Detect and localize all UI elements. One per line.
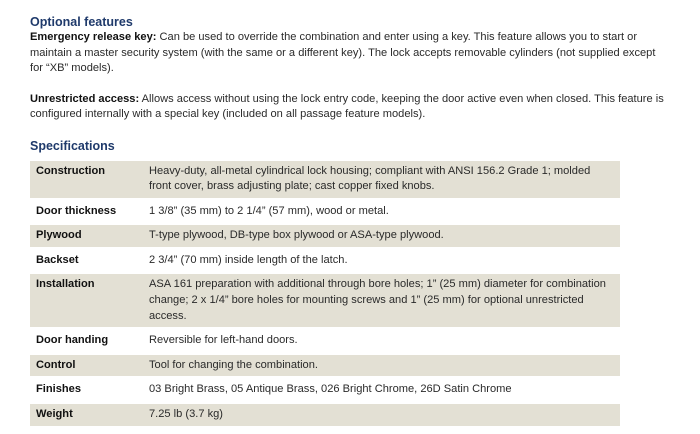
spec-row-door-handing <box>30 330 620 352</box>
spec-row-finishes <box>30 379 620 401</box>
spec-value: 03 Bright Brass, 05 Antique Brass, 026 Bright Chrome, 26D Satin Chrome <box>149 383 512 396</box>
spec-value: T-type plywood, DB-type box plywood or ASA-type plywood. <box>143 225 620 247</box>
spec-label: Finishes <box>36 383 82 396</box>
spec-value: 7.25 lb (3.7 kg) <box>143 404 620 426</box>
spec-value: Tool for changing the combination. <box>143 355 620 377</box>
unrestricted-access-label: Unrestricted access: <box>30 92 140 105</box>
spec-row-installation <box>30 274 620 327</box>
spec-label: Control <box>30 355 143 377</box>
spec-value: ASA 161 preparation with additional through bore holes; 1” (25 mm) diameter for combination change; 2 x 1/4” bore holes for mounting screws and 1” (25 mm) for optional unrestricted access. <box>143 274 620 327</box>
spec-value: 1 3/8” (35 mm) to 2 1/4” (57 mm), wood or metal. <box>149 204 389 217</box>
spec-row-backset <box>30 250 620 272</box>
spec-label: Weight <box>30 404 143 426</box>
specifications-table <box>30 158 620 429</box>
emergency-release-text: Can be used to override the combination and enter using a key. This feature allows you to start or maintain a master security system (with the same or a different key). The lock accepts removable cylinders (not supplied except for “XB” models). <box>30 31 656 74</box>
unrestricted-access-paragraph <box>30 92 670 123</box>
emergency-release-paragraph <box>30 30 670 77</box>
unrestricted-access-text: Allows access without using the lock entry code, keeping the door active even when closed. This feature is configured internally with a special key (included on all passage feature models). <box>30 92 664 120</box>
spec-row-control <box>30 355 620 377</box>
spec-row-door-thickness <box>30 201 620 223</box>
spec-value: Reversible for left-hand doors. <box>149 334 298 347</box>
spec-label: Plywood <box>30 225 143 247</box>
spec-label: Installation <box>30 274 143 327</box>
spec-label: Door thickness <box>36 204 117 217</box>
spec-label: Backset <box>36 253 79 266</box>
spec-value: Heavy-duty, all-metal cylindrical lock housing; compliant with ANSI 156.2 Grade 1; molded front cover, brass adjusting plate; cast copper fixed knobs. <box>143 161 620 198</box>
optional-features-heading: Optional features <box>30 15 133 29</box>
spec-label: Door handing <box>36 334 109 347</box>
specifications-heading: Specifications <box>30 138 115 153</box>
document-page <box>30 14 670 429</box>
spec-row-weight <box>30 404 620 426</box>
emergency-release-label: Emergency release key: <box>30 31 157 43</box>
spec-row-construction <box>30 161 620 198</box>
spec-value: 2 3/4” (70 mm) inside length of the latch. <box>149 253 348 266</box>
spec-row-plywood <box>30 225 620 247</box>
spec-label: Construction <box>30 161 143 198</box>
